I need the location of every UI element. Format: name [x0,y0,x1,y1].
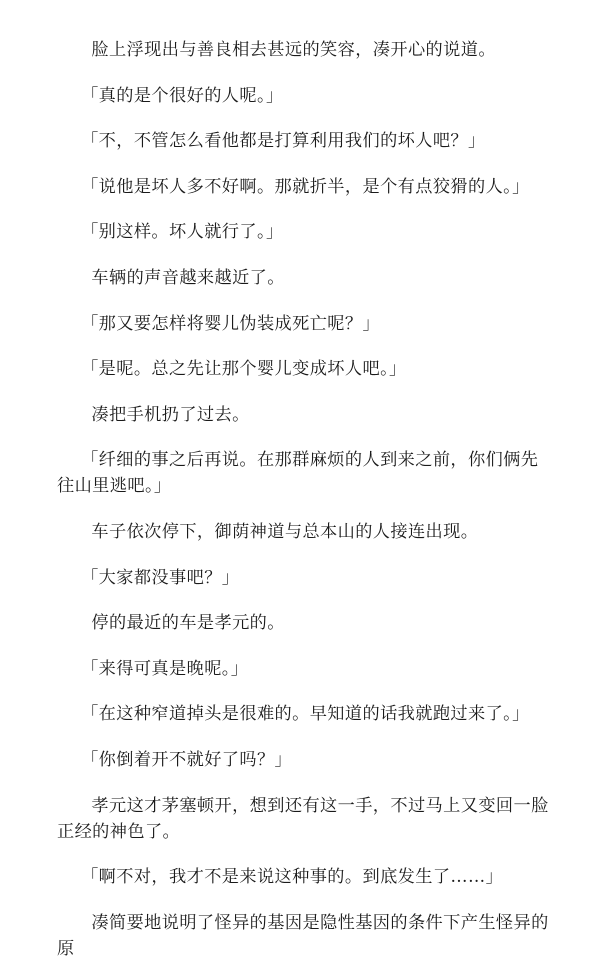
dialogue-line: 「啊不对，我才不是来说这种事的。到底发生了……」 [81,867,504,888]
paragraph: 停的最近的车是孝元的。 [91,613,285,634]
paragraph: 脸上浮现出与善良相去甚远的笑容，凑开心的说道。 [91,40,496,60]
dialogue-line: 「那又要怎样将婴儿伪装成死亡呢？」 [81,313,381,334]
dialogue-line: 「大家都没事吧？」 [81,567,240,588]
dialogue-line: 「别这样。坏人就行了。」 [81,222,284,243]
paragraph: 凑简要地说明了怪异的基因是隐性基因的条件下产生怪异的原 [57,912,549,959]
dialogue-line: 「说他是坏人多不好啊。那就折半，是个有点狡猾的人。」 [81,176,530,197]
dialogue-line: 「不，不管怎么看他都是打算利用我们的坏人吧？」 [81,131,486,152]
paragraph: 孝元这才茅塞顿开，想到还有这一手，不过马上又变回一脸正经的神色了。 [57,795,549,842]
dialogue-line: 「你倒着开不就好了吗？」 [81,749,293,770]
dialogue-line: 「来得可真是晚呢。」 [81,658,249,679]
dialogue-line: 「纤细的事之后再说。在那群麻烦的人到来之前，你们俩先往山里逃吧。」 [57,450,539,497]
dialogue-line: 「真的是个很好的人呢。」 [81,85,284,106]
paragraph: 车子依次停下，御荫神道与总本山的人接连出现。 [91,521,479,542]
paragraph: 凑把手机扔了过去。 [91,404,250,425]
dialogue-line: 「在这种窄道掉头是很难的。早知道的话我就跑过来了。」 [81,704,530,725]
paragraph: 车辆的声音越来越近了。 [91,267,285,288]
dialogue-line: 「是呢。总之先让那个婴儿变成坏人吧。」 [81,359,407,380]
